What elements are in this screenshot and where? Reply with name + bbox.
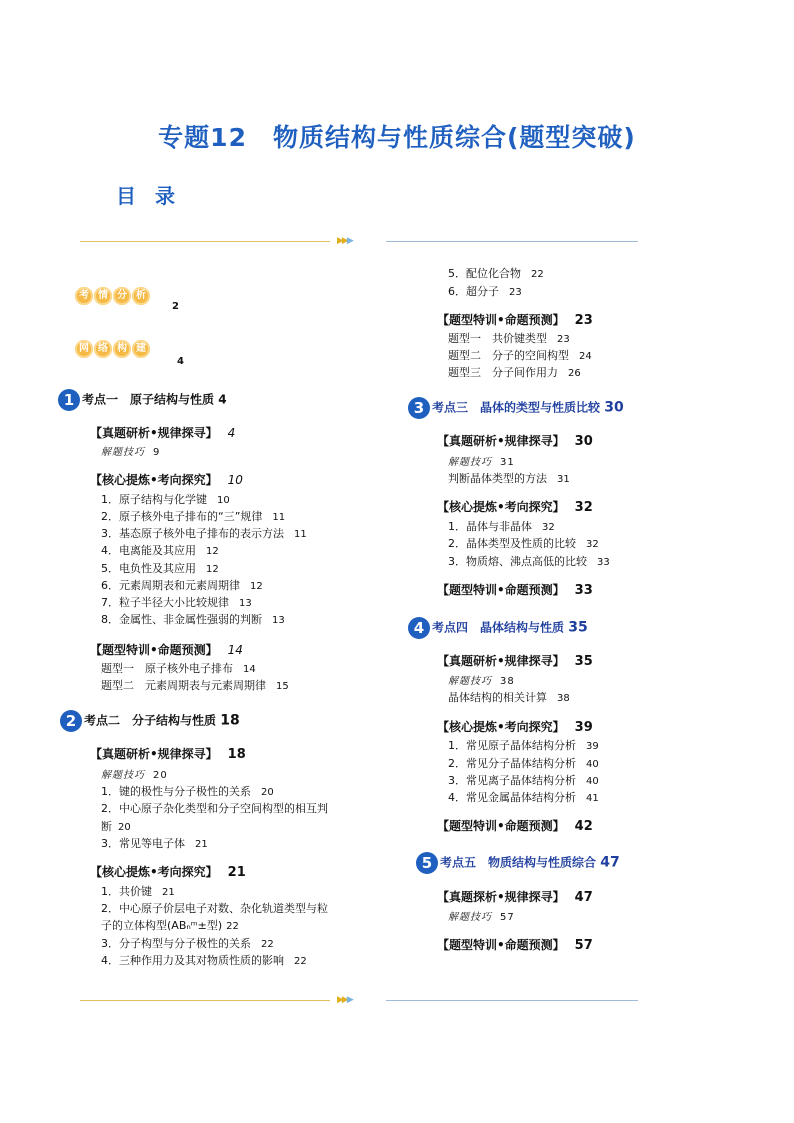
toc-item[interactable]: 断 20 [101,820,131,833]
bottom-separator-right [386,1000,638,1001]
toc-item[interactable]: 5．电负性及其应用 12 [101,562,219,575]
toc-tip[interactable]: 解题技巧 57 [448,912,515,923]
toc-kaodian-1[interactable]: 1 考点一 原子结构与性质 4 [58,389,227,411]
toc-item[interactable]: 5．配位化合物 22 [448,267,544,280]
toc-section[interactable]: 【题型特训•命题预测】 57 [437,938,593,953]
toc-kaodian-3[interactable]: 3 考点三 晶体的类型与性质比较 30 [408,397,624,419]
toc-item[interactable]: 晶体结构的相关计算 38 [448,691,570,704]
badge-wangluo-goujian[interactable] [75,336,151,358]
badge-page: 4 [177,356,184,367]
toc-section[interactable]: 【题型特训•命题预测】 42 [437,819,593,834]
toc-section[interactable]: 【题型特训•命题预测】 14 [90,643,243,657]
badge-char: 网 [75,340,93,358]
toc-section[interactable]: 【真题研析•规律探寻】 30 [437,434,593,449]
toc-item[interactable]: 2．常见分子晶体结构分析 40 [448,757,599,770]
badge-char: 建 [132,340,150,358]
toc-item[interactable]: 2．中心原子杂化类型和分子空间构型的相互判 [101,802,328,815]
toc-item[interactable]: 7．粒子半径大小比较规律 13 [101,596,252,609]
toc-item[interactable]: 1．键的极性与分子极性的关系 20 [101,785,274,798]
toc-section[interactable]: 【核心提炼•考向探究】 39 [437,720,593,735]
toc-item[interactable]: 1．原子结构与化学键 10 [101,493,230,506]
toc-kaodian-5[interactable]: 5 考点五 物质结构与性质综合 47 [416,852,620,874]
top-separator-right [386,241,638,242]
toc-item[interactable]: 6．元素周期表和元素周期律 12 [101,579,263,592]
toc-item[interactable]: 4．常见金属晶体结构分析 41 [448,791,599,804]
toc-tip[interactable]: 解题技巧 9 [101,447,161,458]
badge-char: 络 [94,340,112,358]
toc-item[interactable]: 题型一 共价键类型 23 [448,332,570,345]
top-separator-left [80,241,330,242]
toc-section[interactable]: 【真题研析•规律探寻】 35 [437,654,593,669]
toc-item[interactable]: 4．三种作用力及其对物质性质的影响 22 [101,954,307,967]
toc-item[interactable]: 2．原子核外电子排布的“三”规律 11 [101,510,286,523]
toc-item[interactable]: 判断晶体类型的方法 31 [448,472,570,485]
page-title: 专题12 物质结构与性质综合(题型突破) [158,123,636,152]
badge-char: 构 [113,340,131,358]
toc-section[interactable]: 【真题探析•规律探寻】 47 [437,890,593,905]
badge-page: 2 [172,301,179,312]
toc-item[interactable]: 2．中心原子价层电子对数、杂化轨道类型与粒 [101,902,328,915]
badge-char: 情 [94,287,112,305]
toc-item[interactable]: 3．常见离子晶体结构分析 40 [448,774,599,787]
toc-item[interactable]: 3．常见等电子体 21 [101,837,208,850]
toc-item[interactable]: 6．超分子 23 [448,285,522,298]
bottom-separator-arrows: ▶▶▶ [337,995,352,1005]
toc-item[interactable]: 1．晶体与非晶体 32 [448,520,555,533]
toc-section[interactable]: 【真题研析•规律探寻】 18 [90,747,246,762]
bottom-separator-left [80,1000,330,1001]
toc-item[interactable]: 题型二 元素周期表与元素周期律 15 [101,679,289,692]
badge-char: 考 [75,287,93,305]
badge-kaoqing-fenxi[interactable] [75,283,151,305]
toc-tip[interactable]: 解题技巧 31 [448,457,515,468]
toc-item[interactable]: 3．基态原子核外电子排布的表示方法 11 [101,527,307,540]
toc-item[interactable]: 4．电离能及其应用 12 [101,544,219,557]
toc-section[interactable]: 【核心提炼•考向探究】 21 [90,865,246,880]
number-circle-icon: 1 [58,389,80,411]
toc-item[interactable]: 8．金属性、非金属性强弱的判断 13 [101,613,285,626]
number-circle-icon: 2 [60,710,82,732]
toc-item[interactable]: 3．物质熔、沸点高低的比较 33 [448,555,610,568]
toc-heading: 目 录 [116,184,181,208]
toc-item[interactable]: 子的立体构型(ABₙᵐ±型) 22 [101,919,239,932]
toc-item[interactable]: 2．晶体类型及性质的比较 32 [448,537,599,550]
toc-item[interactable]: 题型三 分子间作用力 26 [448,366,581,379]
toc-item[interactable]: 1．共价键 21 [101,885,175,898]
toc-tip[interactable]: 解题技巧 38 [448,676,515,687]
badge-char: 分 [113,287,131,305]
toc-item[interactable]: 题型二 分子的空间构型 24 [448,349,592,362]
toc-section[interactable]: 【题型特训•命题预测】 33 [437,583,593,598]
toc-kaodian-2[interactable]: 2 考点二 分子结构与性质 18 [60,710,240,732]
number-circle-icon: 4 [408,617,430,639]
badge-char: 析 [132,287,150,305]
toc-tip[interactable]: 解题技巧 20 [101,770,168,781]
toc-section[interactable]: 【真题研析•规律探寻】 4 [90,426,236,440]
toc-section[interactable]: 【核心提炼•考向探究】 10 [90,473,243,487]
toc-section[interactable]: 【核心提炼•考向探究】 32 [437,500,593,515]
toc-item[interactable]: 1．常见原子晶体结构分析 39 [448,739,599,752]
top-separator-arrows: ▶▶▶ [337,236,352,246]
toc-section[interactable]: 【题型特训•命题预测】 23 [437,313,593,328]
toc-kaodian-4[interactable]: 4 考点四 晶体结构与性质 35 [408,617,588,639]
toc-item[interactable]: 3．分子构型与分子极性的关系 22 [101,937,274,950]
number-circle-icon: 5 [416,852,438,874]
toc-item[interactable]: 题型一 原子核外电子排布 14 [101,662,256,675]
number-circle-icon: 3 [408,397,430,419]
